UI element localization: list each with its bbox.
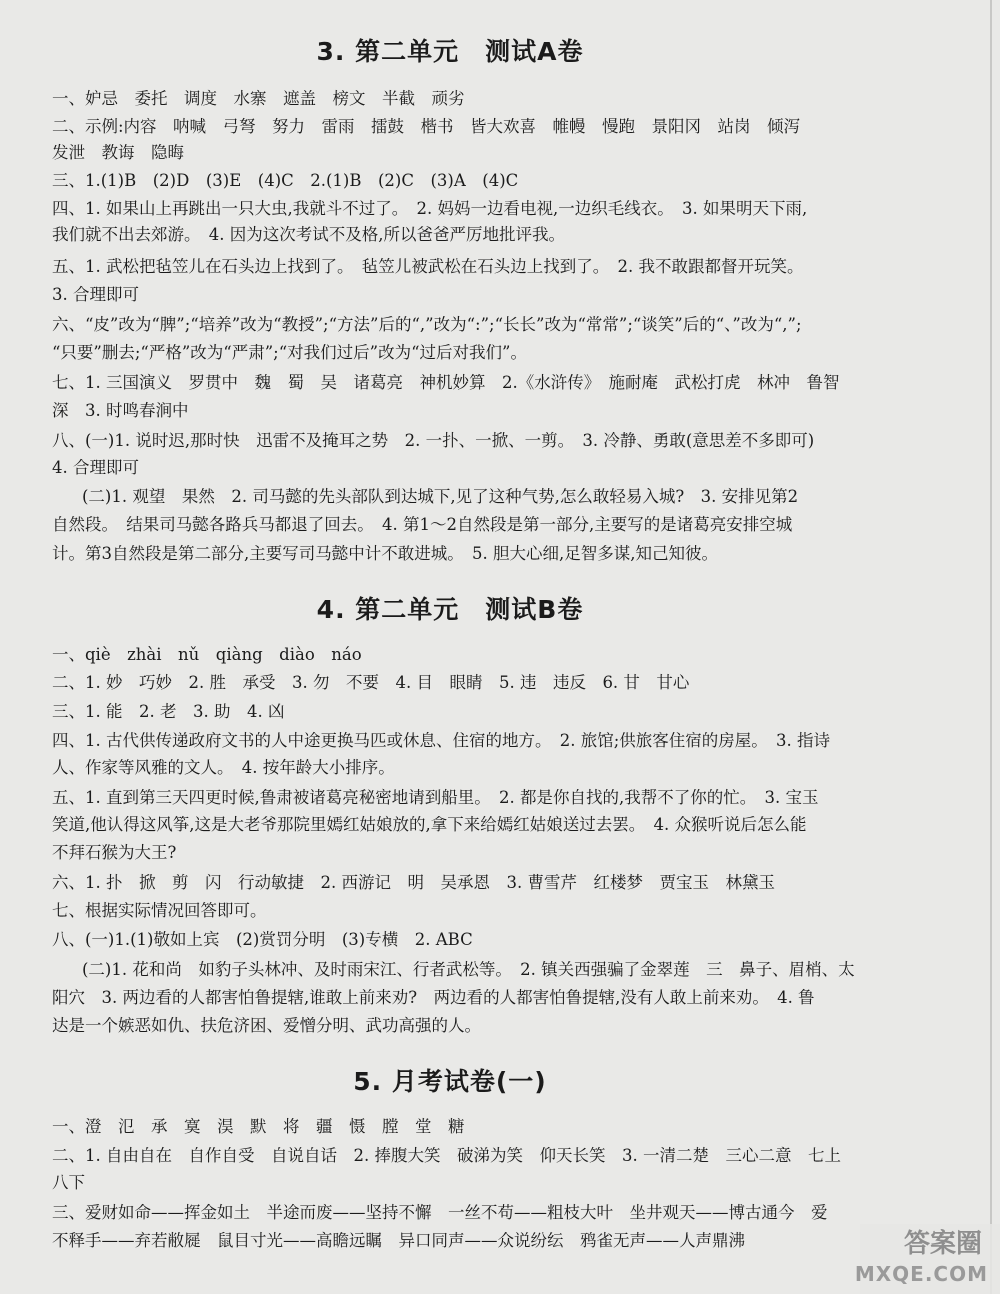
answer-line: 计。第3自然段是第二部分,主要写司马懿中计不敢进城。 5. 胆大心细,足智多谋,知己知彼。 bbox=[52, 544, 718, 563]
section-title: 5. 月考试卷(一) bbox=[353, 1067, 547, 1096]
page-edge-divider bbox=[990, 0, 992, 1294]
answer-line: 五、1. 武松把毡笠儿在石头边上找到了。 毡笠儿被武松在石头边上找到了。 2. 我不敢跟都督开玩笑。 bbox=[52, 257, 804, 276]
answer-line: 不释手——弃若敝屣 鼠目寸光——高瞻远瞩 异口同声——众说纷纭 鸦雀无声——人声鼎沸 bbox=[52, 1231, 745, 1250]
answer-line: 人、作家等风雅的文人。 4. 按年龄大小排序。 bbox=[52, 758, 395, 777]
answer-line: 笑道,他认得这风筝,这是大老爷那院里嫣红姑娘放的,拿下来给嫣红姑娘送过去罢。 4. 众猴听说后怎么能 bbox=[52, 815, 807, 834]
answer-line: 五、1. 直到第三天四更时候,鲁肃被诸葛亮秘密地请到船里。 2. 都是你自找的,我帮不了你的忙。 3. 宝玉 bbox=[52, 788, 819, 807]
answer-line: 三、爱财如命——挥金如土 半途而废——坚持不懈 一丝不苟——粗枝大叶 坐井观天——博古通今 爱 bbox=[52, 1203, 828, 1222]
answer-line: 四、1. 古代供传递政府文书的人中途更换马匹或休息、住宿的地方。 2. 旅馆;供旅客住宿的房屋。 3. 指诗 bbox=[52, 731, 831, 750]
answer-line: 二、1. 自由自在 自作自受 自说自话 2. 捧腹大笑 破涕为笑 仰天长笑 3. 一清二楚 三心二意 七上 bbox=[52, 1146, 841, 1165]
answer-line: 一、妒忌 委托 调度 水寨 遮盖 榜文 半截 顽劣 bbox=[52, 89, 465, 108]
answer-line: 我们就不出去郊游。 4. 因为这次考试不及格,所以爸爸严厉地批评我。 bbox=[52, 225, 565, 244]
answer-line: 三、1. 能 2. 老 3. 助 4. 凶 bbox=[52, 702, 285, 721]
answer-line: 三、1.(1)B (2)D (3)E (4)C 2.(1)B (2)C (3)A (4)C bbox=[52, 171, 519, 190]
answer-line: 一、澄 氾 承 寞 淏 默 将 疆 慑 膛 堂 糖 bbox=[52, 1117, 465, 1136]
section-title: 3. 第二单元 测试A卷 bbox=[316, 37, 584, 66]
answer-line: 不拜石猴为大王? bbox=[52, 843, 177, 862]
answer-line: 八、(一)1. 说时迟,那时快 迅雷不及掩耳之势 2. 一扑、一掀、一剪。 3. 冷静、勇敢(意思差不多即可) bbox=[52, 431, 815, 450]
answer-line: 深 3. 时鸣春涧中 bbox=[52, 401, 189, 420]
answer-line: 八、(一)1.(1)敬如上宾 (2)赏罚分明 (3)专横 2. ABC bbox=[52, 930, 473, 949]
answer-line: (二)1. 观望 果然 2. 司马懿的先头部队到达城下,见了这种气势,怎么敢轻易入城? 3. 安排见第2 bbox=[82, 487, 799, 506]
answer-line: “只要”删去;“严格”改为“严肃”;“对我们过后”改为“过后对我们”。 bbox=[52, 343, 527, 362]
answer-line: 二、示例:内容 呐喊 弓弩 努力 雷雨 擂鼓 楷书 皆大欢喜 帷幔 慢跑 景阳冈 站岗 倾泻 bbox=[52, 117, 801, 136]
answer-line: 六、“皮”改为“脾”;“培养”改为“教授”;“方法”后的“,”改为“:”;“长长”改为“常常”;“谈笑”后的“、”改为“,”; bbox=[52, 315, 802, 334]
answer-line: 一、qiè zhài nǔ qiàng diào náo bbox=[52, 645, 362, 664]
answer-line: 七、根据实际情况回答即可。 bbox=[52, 901, 267, 920]
answer-line: 发泄 教诲 隐晦 bbox=[52, 143, 184, 162]
answer-line: 六、1. 扑 掀 剪 闪 行动敏捷 2. 西游记 明 吴承恩 3. 曹雪芹 红楼梦 贾宝玉 林黛玉 bbox=[52, 873, 775, 892]
answer-line: 四、1. 如果山上再跳出一只大虫,我就斗不过了。 2. 妈妈一边看电视,一边织毛线衣。 3. 如果明天下雨, bbox=[52, 199, 808, 218]
answer-line: 3. 合理即可 bbox=[52, 285, 139, 304]
answer-line: 七、1. 三国演义 罗贯中 魏 蜀 吴 诸葛亮 神机妙算 2.《水浒传》 施耐庵 武松打虎 林冲 鲁智 bbox=[52, 373, 840, 392]
watermark-site: MXQE.COM bbox=[854, 1262, 988, 1286]
watermark bbox=[854, 1224, 1000, 1294]
answer-line: 自然段。 结果司马懿各路兵马都退了回去。 4. 第1～2自然段是第一部分,主要写的是诸葛亮安排空城 bbox=[52, 515, 793, 534]
section-title: 4. 第二单元 测试B卷 bbox=[316, 595, 584, 624]
answer-line: 达是一个嫉恶如仇、扶危济困、爱憎分明、武功高强的人。 bbox=[52, 1016, 481, 1035]
answer-line: 二、1. 妙 巧妙 2. 胜 承受 3. 勿 不要 4. 目 眼睛 5. 违 违反 6. 甘 甘心 bbox=[52, 673, 690, 692]
watermark-logo: 答案圈 bbox=[903, 1229, 982, 1259]
answer-line: 阳穴 3. 两边看的人都害怕鲁提辖,谁敢上前来劝? 两边看的人都害怕鲁提辖,没有人敢上前来劝。 4. 鲁 bbox=[52, 988, 815, 1007]
answer-line: 4. 合理即可 bbox=[52, 458, 139, 477]
answer-line: (二)1. 花和尚 如豹子头林冲、及时雨宋江、行者武松等。 2. 镇关西强骗了金翠莲 三 鼻子、眉梢、太 bbox=[82, 960, 855, 979]
answer-line: 八下 bbox=[52, 1173, 85, 1192]
